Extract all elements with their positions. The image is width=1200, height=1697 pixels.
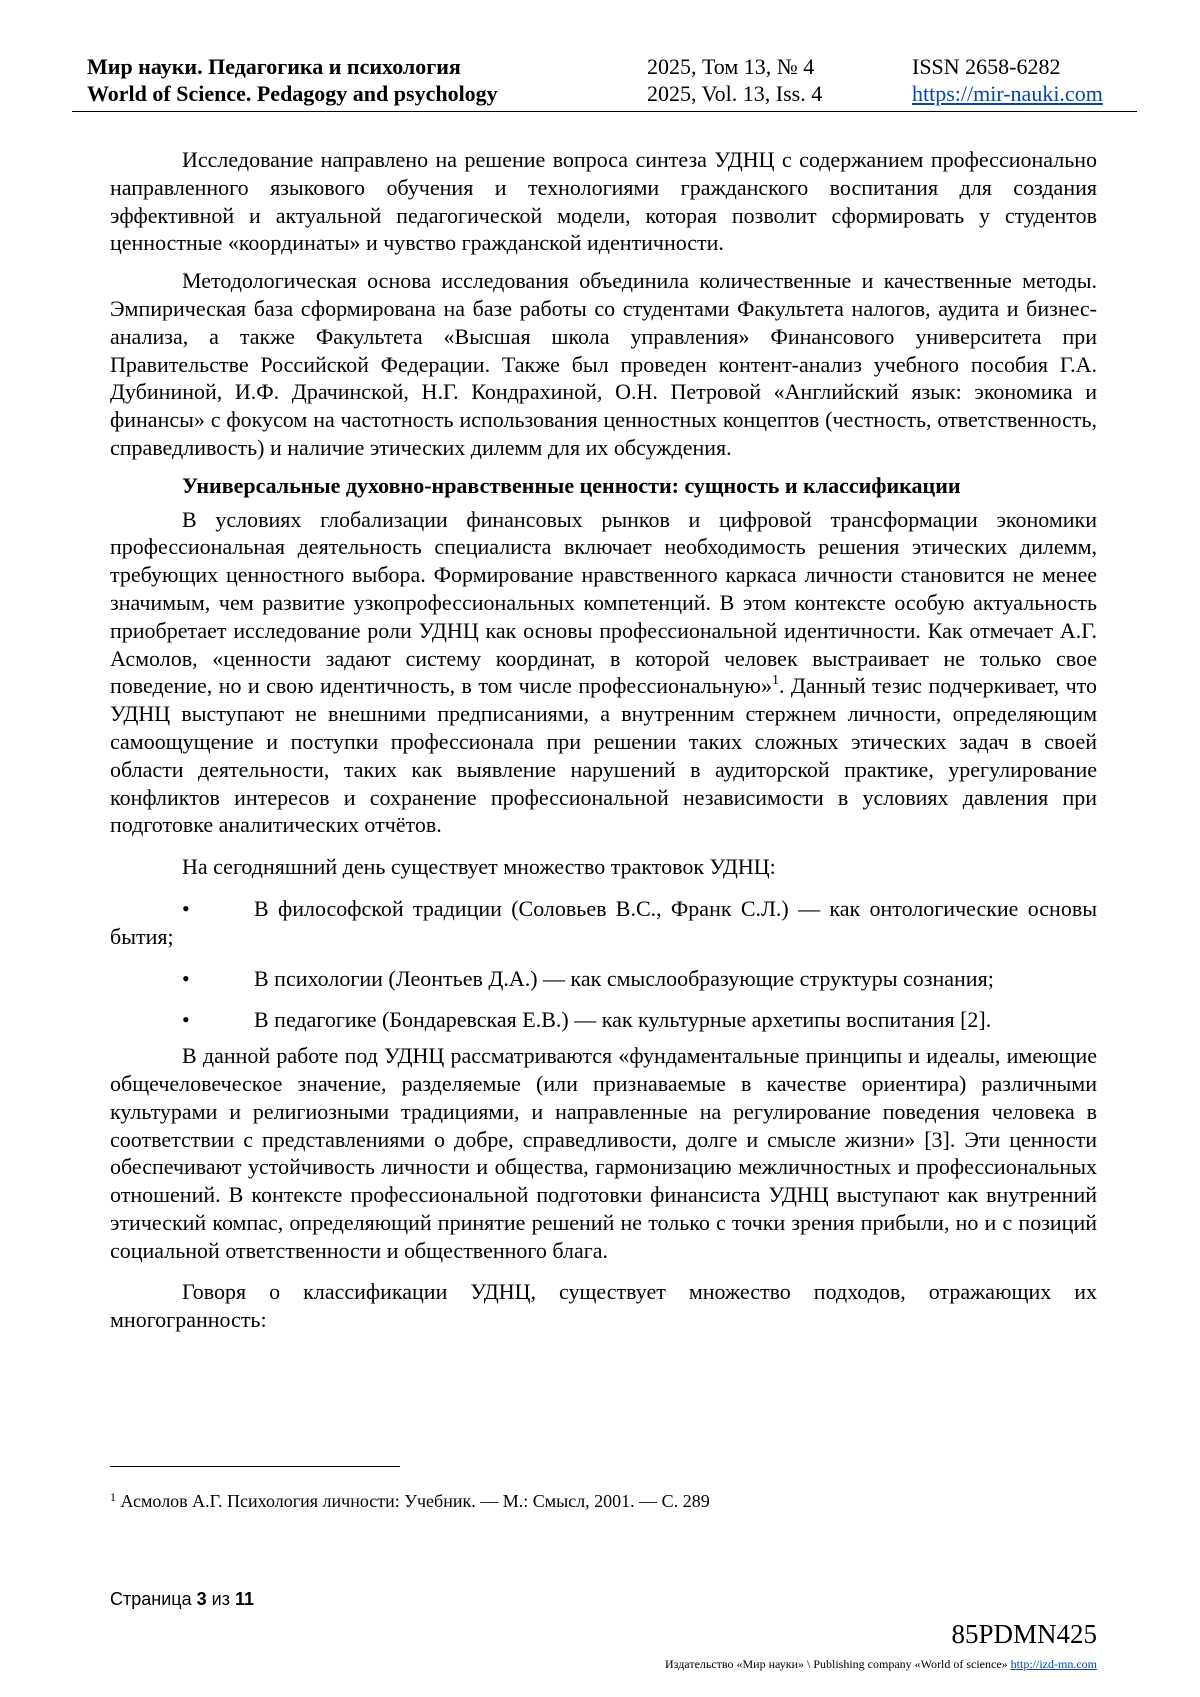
- paragraph-globalization-text: В условиях глобализации финансовых рынков и цифровой трансформации экономики профессиональная деятельность специалиста включает необходимость решения этических дилемм, требующих ценностного выбора. Формирование нравственного каркаса личности становится не менее значимым, чем развитие узкопрофессиональных компетенций. В этом контексте особую актуальность приобретает исследование роли УДНЦ как основы профессиональной идентичности. Как отмечает А.Г. Асмолов, «ценности задают систему координат, в которой человек выстраивает не только свое поведение, но и свою идентичность, в том числе профессиональную»: [110, 506, 1097, 699]
- paragraph-definition: В данной работе под УДНЦ рассматриваются «фундаментальные принципы и идеалы, имеющие общечеловеческое значение, разделяемые (или признаваемые в качестве ориентира) различными культурами и религиозными традициями, и направленные на регулирование поведения человека в соответствии с представлениями о добре, справедливости, долге и смысле жизни» [3]. Эти ценности обеспечивают устойчивость личности и общества, гармонизацию межличностных и профессиональных отношений. В контексте профессиональной подготовки финансиста УДНЦ выступают как внутренний этический компас, определяющий принятие решений не только с точки зрения прибыли, но и с позиций социальной ответственности и общественного блага.: [110, 1043, 1097, 1263]
- list-item: [110, 895, 1097, 951]
- journal-title-ru: Мир науки. Педагогика и психология: [87, 54, 461, 79]
- list-item: [110, 1006, 1097, 1034]
- issue-ru: 2025, Том 13, № 4: [647, 54, 815, 79]
- issn-info: [912, 53, 1103, 107]
- page-current: 3: [196, 1589, 207, 1609]
- footnote-reference[interactable]: 1: [771, 673, 779, 689]
- footnote-divider: [110, 1466, 400, 1467]
- publisher-line: [665, 1657, 1097, 1672]
- issn-number: ISSN 2658-6282: [912, 54, 1061, 79]
- paragraph-research-aim: Исследование направлено на решение вопроса синтеза УДНЦ с содержанием профессионально направленного языкового обучения и технологиями гражданского воспитания для создания эффективной и актуальной педагогической модели, которая позволит сформировать у студентов ценностные «координаты» и чувство гражданской идентичности.: [110, 147, 1097, 256]
- issue-en: 2025, Vol. 13, Iss. 4: [647, 81, 823, 106]
- bullet-icon: •: [182, 1007, 190, 1033]
- journal-url-link[interactable]: https://mir-nauki.com: [912, 81, 1103, 106]
- page-total: 11: [234, 1589, 254, 1609]
- publisher-url-link[interactable]: http://izd-mn.com: [1010, 1657, 1097, 1671]
- issue-info: [647, 53, 822, 107]
- page-header: [72, 53, 1137, 112]
- publisher-text: Издательство «Мир науки» \ Publishing company «World of science»: [665, 1657, 1008, 1671]
- page-label: Страница: [110, 1589, 192, 1609]
- bullet-icon: •: [182, 965, 190, 991]
- journal-title-en: World of Science. Pedagogy and psychology: [87, 81, 498, 106]
- page-number: [110, 1588, 254, 1610]
- footnote-text: Асмолов А.Г. Психология личности: Учебник. — М.: Смысл, 2001. — С. 289: [120, 1491, 710, 1511]
- page-of: из: [211, 1589, 230, 1609]
- paragraph-globalization-text-cont: . Данный тезис подчеркивает, что УДНЦ выступают не внешними предписаниями, а внутренним стержнем личности, определяющим самоощущение и поступки профессионала при решении таких сложных этических задач в своей области деятельности, таких как выявление нарушений в аудиторской практике, урегулирование конфликтов интересов и сохранение профессиональной независимости в условиях давления при подготовке аналитических отчётов.: [110, 673, 1097, 838]
- list-item: [110, 965, 1097, 993]
- bullet-icon: •: [182, 895, 190, 921]
- paragraph-methodology: Методологическая основа исследования объединила количественные и качественные методы. Эмпирическая база сформирована на базе работы со студентами Факультета налогов, аудита и бизнес-анализа, а также Факультета «Высшая школа управления» Финансового университета при Правительстве Российской Федерации. Также был проведен контент-анализ учебного пособия Г.А. Дубининой, И.Ф. Драчинской, Н.Г. Кондрахиной, О.Н. Петровой «Английский язык: экономика и финансы» с фокусом на частотность использования ценностных концептов (честность, ответственность, справедливость) и наличие этических дилемм для их обсуждения.: [110, 268, 1097, 460]
- journal-title: [87, 53, 498, 107]
- article-code: 85PDMN425: [951, 1619, 1097, 1649]
- section-heading: Универсальные духовно-нравственные ценности: сущность и классификации: [182, 472, 961, 498]
- list-item-text: В философской традиции (Соловьев В.С., Франк С.Л.) — как онтологические основы бытия;: [110, 895, 1097, 949]
- footnote-number: 1: [110, 1490, 116, 1504]
- list-item-text: В педагогике (Бондаревская Е.В.) — как культурные архетипы воспитания [2].: [254, 1007, 992, 1033]
- article-body: [110, 146, 1097, 1344]
- list-item-text: В психологии (Леонтьев Д.А.) — как смыслообразующие структуры сознания;: [254, 965, 994, 991]
- footnote: [110, 1490, 710, 1512]
- paragraph-interpretations-intro: На сегодняшний день существует множество трактовок УДНЦ:: [182, 854, 776, 880]
- paragraph-globalization: [110, 506, 1097, 840]
- paragraph-classification: Говоря о классификации УДНЦ, существует множество подходов, отражающих их многогранность:: [110, 1279, 1097, 1333]
